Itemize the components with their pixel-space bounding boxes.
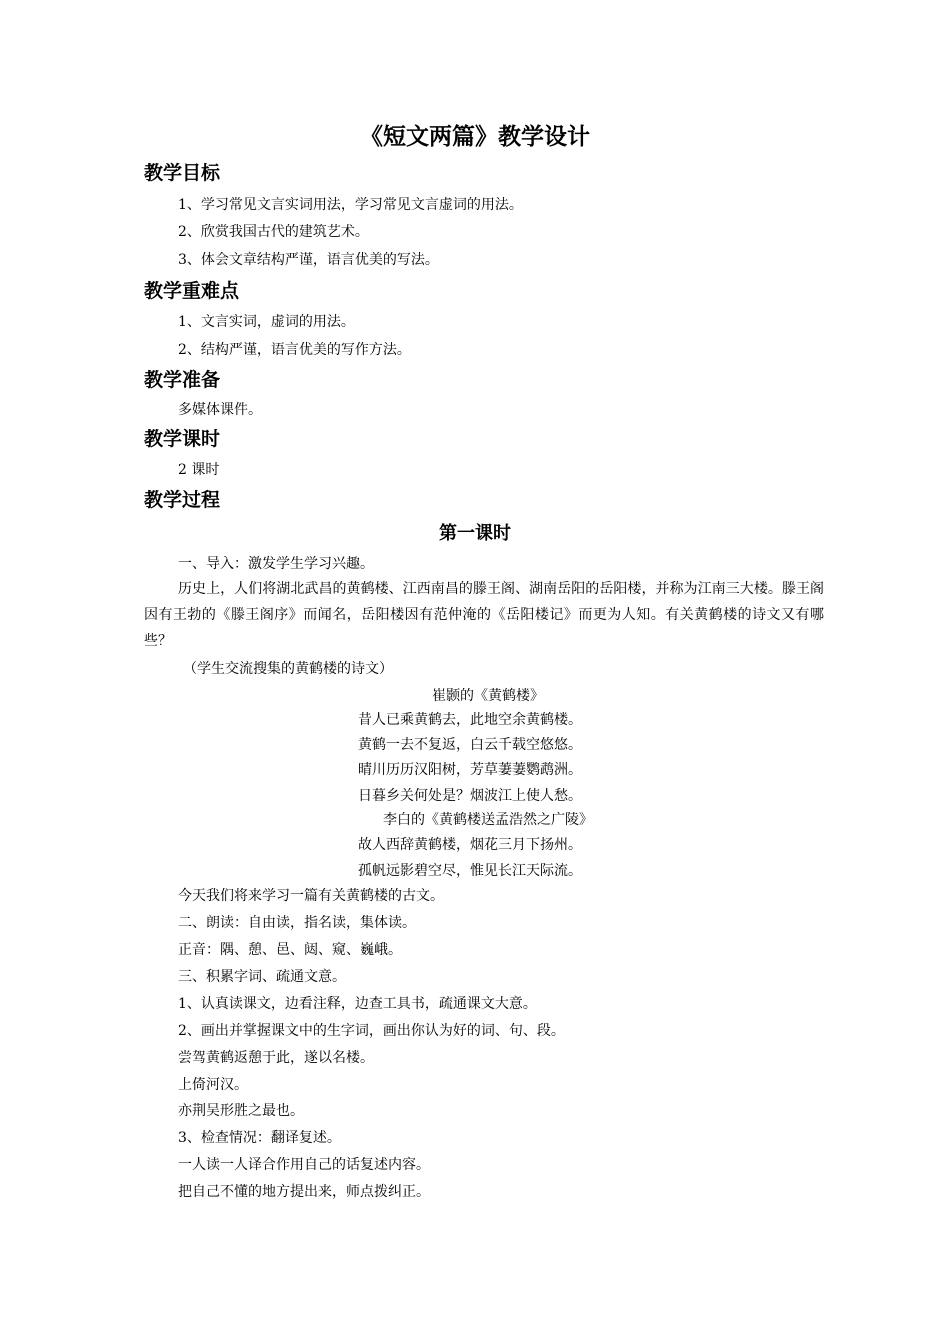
poem-line: 日暮乡关何处是？烟波江上使人愁。 <box>358 788 582 804</box>
body-line: 3、检查情况：翻译复述。 <box>178 1130 341 1146</box>
body-line: 上倚河汉。 <box>178 1077 248 1093</box>
lesson-heading: 第一课时 <box>439 523 511 544</box>
body-line: 今天我们将来学习一篇有关黄鹤楼的古文。 <box>178 888 444 904</box>
heading-key-points: 教学重难点 <box>144 280 240 302</box>
hours-item: 2 课时 <box>178 462 220 478</box>
prep-item: 多媒体课件。 <box>178 402 262 418</box>
body-line: 三、积累字词、疏通文意。 <box>178 969 346 985</box>
body-line: 二、朗读：自由读，指名读，集体读。 <box>178 915 416 931</box>
heading-preparation: 教学准备 <box>144 369 221 391</box>
body-line: 亦荆吴形胜之最也。 <box>178 1103 304 1119</box>
poem-line: 故人西辞黄鹤楼，烟花三月下扬州。 <box>358 837 582 853</box>
goal-item: 3、体会文章结构严谨，语言优美的写法。 <box>178 252 439 268</box>
body-line: 一人读一人译合作用自己的话复述内容。 <box>178 1157 430 1173</box>
poem-line: 孤帆远影碧空尽，惟见长江天际流。 <box>358 863 582 879</box>
goal-item: 1、学习常见文言实词用法，学习常见文言虚词的用法。 <box>178 197 523 213</box>
poem-title: 崔颢的《黄鹤楼》 <box>432 688 544 704</box>
heading-hours: 教学课时 <box>144 428 221 450</box>
document-title: 《短文两篇》教学设计 <box>360 123 590 150</box>
key-item: 2、结构严谨，语言优美的写作方法。 <box>178 342 411 358</box>
intro-paragraph: 历史上，人们将湖北武昌的黄鹤楼、江西南昌的滕王阁、湖南岳阳的岳阳楼，并称为江南三大楼。滕王阁因有王勃的《滕王阁序》而闻名，岳阳楼因有范仲淹的《岳阳楼记》而更为人知。有关黄鹤楼的诗文又有哪些？ <box>144 581 824 649</box>
body-line: 1、认真读课文，边看注释，边查工具书，疏通课文大意。 <box>178 996 537 1012</box>
body-line: 尝驾黄鹤返憩于此，遂以名楼。 <box>178 1050 374 1066</box>
heading-process: 教学过程 <box>144 489 221 511</box>
key-item: 1、文言实词，虚词的用法。 <box>178 314 355 330</box>
goal-item: 2、欣赏我国古代的建筑艺术。 <box>178 224 369 240</box>
body-line: 2、画出并掌握课文中的生字词，画出你认为好的词、句、段。 <box>178 1023 565 1039</box>
poem-line: 昔人已乘黄鹤去，此地空余黄鹤楼。 <box>358 712 582 728</box>
body-line: 正音：隅、憩、邑、闼、窥、巍峨。 <box>178 942 402 958</box>
poem-line: 黄鹤一去不复返，白云千载空悠悠。 <box>358 737 582 753</box>
body-line: 把自己不懂的地方提出来，师点拨纠正。 <box>178 1184 430 1200</box>
heading-goals: 教学目标 <box>144 162 221 184</box>
poem-line: 晴川历历汉阳树，芳草萋萋鹦鹉洲。 <box>358 762 582 778</box>
poem-title: 李白的《黄鹤楼送孟浩然之广陵》 <box>383 812 593 828</box>
student-note: （学生交流搜集的黄鹤楼的诗文） <box>183 661 393 677</box>
intro-line: 一、导入：激发学生学习兴趣。 <box>178 556 374 572</box>
